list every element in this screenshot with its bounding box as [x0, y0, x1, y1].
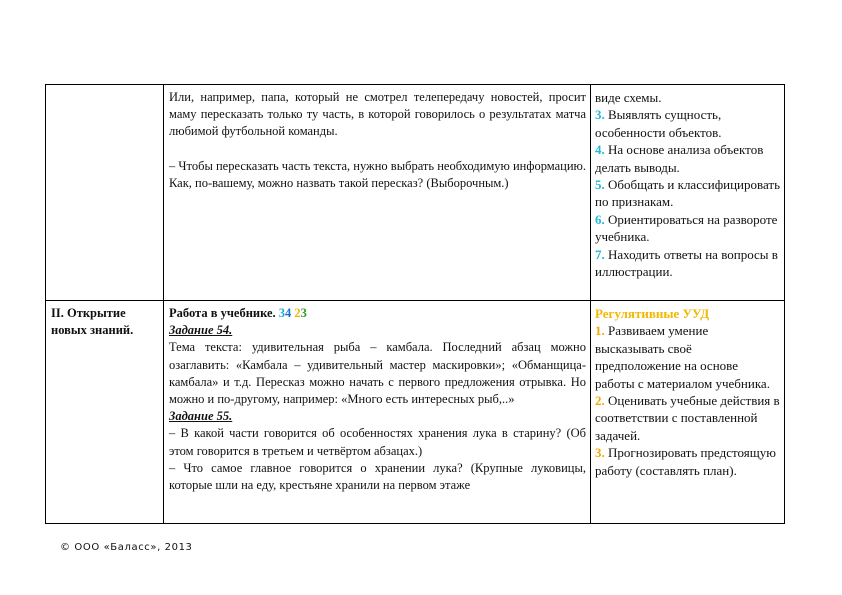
task-label [169, 322, 586, 339]
stage-title: II. Открытие новых знаний. [51, 306, 134, 338]
uud-item-text: Прогнозировать предстоящую работу (составлять план). [595, 445, 776, 478]
uud-item-number: 4. [595, 142, 605, 158]
badge-2: 2 [294, 306, 301, 320]
uud-cell [591, 301, 785, 524]
uud-item-text: Выявлять сущность, особенности объектов. [595, 107, 722, 140]
content-paragraph: Тема текста: удивительная рыба – камбала. Последний абзац можно озаглавить: «Камбала – удивительный мастер маскировки»; «Обманщица-камбала» и т.д. Пересказ можно начать с первого предложения отрывка. Но можно и по-другому, например: «Много есть интересных рыб,..» [169, 340, 586, 407]
uud-heading: Регулятивные УУД [595, 306, 710, 321]
table-row [46, 301, 785, 524]
uud-item [595, 246, 780, 281]
table-row [46, 85, 785, 301]
uud-item [595, 444, 780, 479]
uud-cell [591, 85, 785, 301]
content-cell [164, 301, 591, 524]
uud-item-text: Оценивать учебные действия в соответствии с поставленной задачей. [595, 393, 780, 443]
uud-item-number: 1. [595, 323, 605, 339]
stage-title [46, 85, 163, 89]
task-55: Задание 55. [169, 409, 233, 424]
uud-item-text: Находить ответы на вопросы в иллюстрации. [595, 246, 778, 280]
uud-item-text: На основе анализа объектов делать выводы. [595, 142, 764, 175]
badge-3b: 3 [300, 306, 307, 320]
uud-item [595, 392, 780, 444]
uud-item-text: Развиваем умение высказывать своё предположение на основе работы с материалом учебника. [595, 323, 770, 391]
uud-item-number: 6. [595, 211, 605, 227]
uud-item [595, 211, 780, 246]
content-paragraph: Или, например, папа, который не смотрел телепередачу новостей, просит маму пересказать только ту часть, в которой говорилось о результатах матча любимой футбольной команды. [169, 90, 586, 139]
badge-3: 3 [278, 306, 286, 320]
task-54: Задание 54. [169, 323, 233, 338]
stage-cell [46, 301, 164, 524]
uud-item [595, 322, 780, 392]
uud-item [595, 176, 780, 211]
stage-cell [46, 85, 164, 301]
badge-4: 4 [285, 306, 292, 320]
task-label [169, 408, 586, 425]
uud-item-text: Ориентироваться на развороте учебника. [595, 211, 778, 245]
uud-item [595, 106, 780, 141]
uud-item [595, 141, 780, 176]
content-paragraph: – Чтобы пересказать часть текста, нужно выбрать необходимую информацию. Как, по-вашему, можно назвать такой пересказ? (Выборочным.) [169, 158, 586, 190]
content-cell [164, 85, 591, 301]
uud-item-number: 2. [595, 393, 605, 409]
copyright-footer: © ООО «Баласс», 2013 [60, 542, 193, 553]
work-heading [169, 305, 586, 322]
lesson-table [45, 84, 785, 524]
uud-item-number: 7. [595, 246, 605, 262]
work-heading-text: Работа в учебнике. [169, 306, 276, 320]
uud-item-number: 3. [595, 107, 605, 123]
uud-item-number: 5. [595, 177, 605, 193]
uud-text: виде схемы. [595, 90, 662, 105]
content-paragraph: – Что самое главное говорится о хранении лука? (Крупные луковицы, которые шли на еду, крестьяне хранили на первом этаже [169, 460, 586, 493]
uud-item-text: Обобщать и классифицировать по признакам. [595, 177, 781, 210]
content-paragraph: – В какой части говорится об особенностях хранения лука в старину? (Об этом говорится в третьем и четвёртом абзацах.) [169, 426, 586, 458]
uud-item-number: 3. [595, 445, 605, 461]
